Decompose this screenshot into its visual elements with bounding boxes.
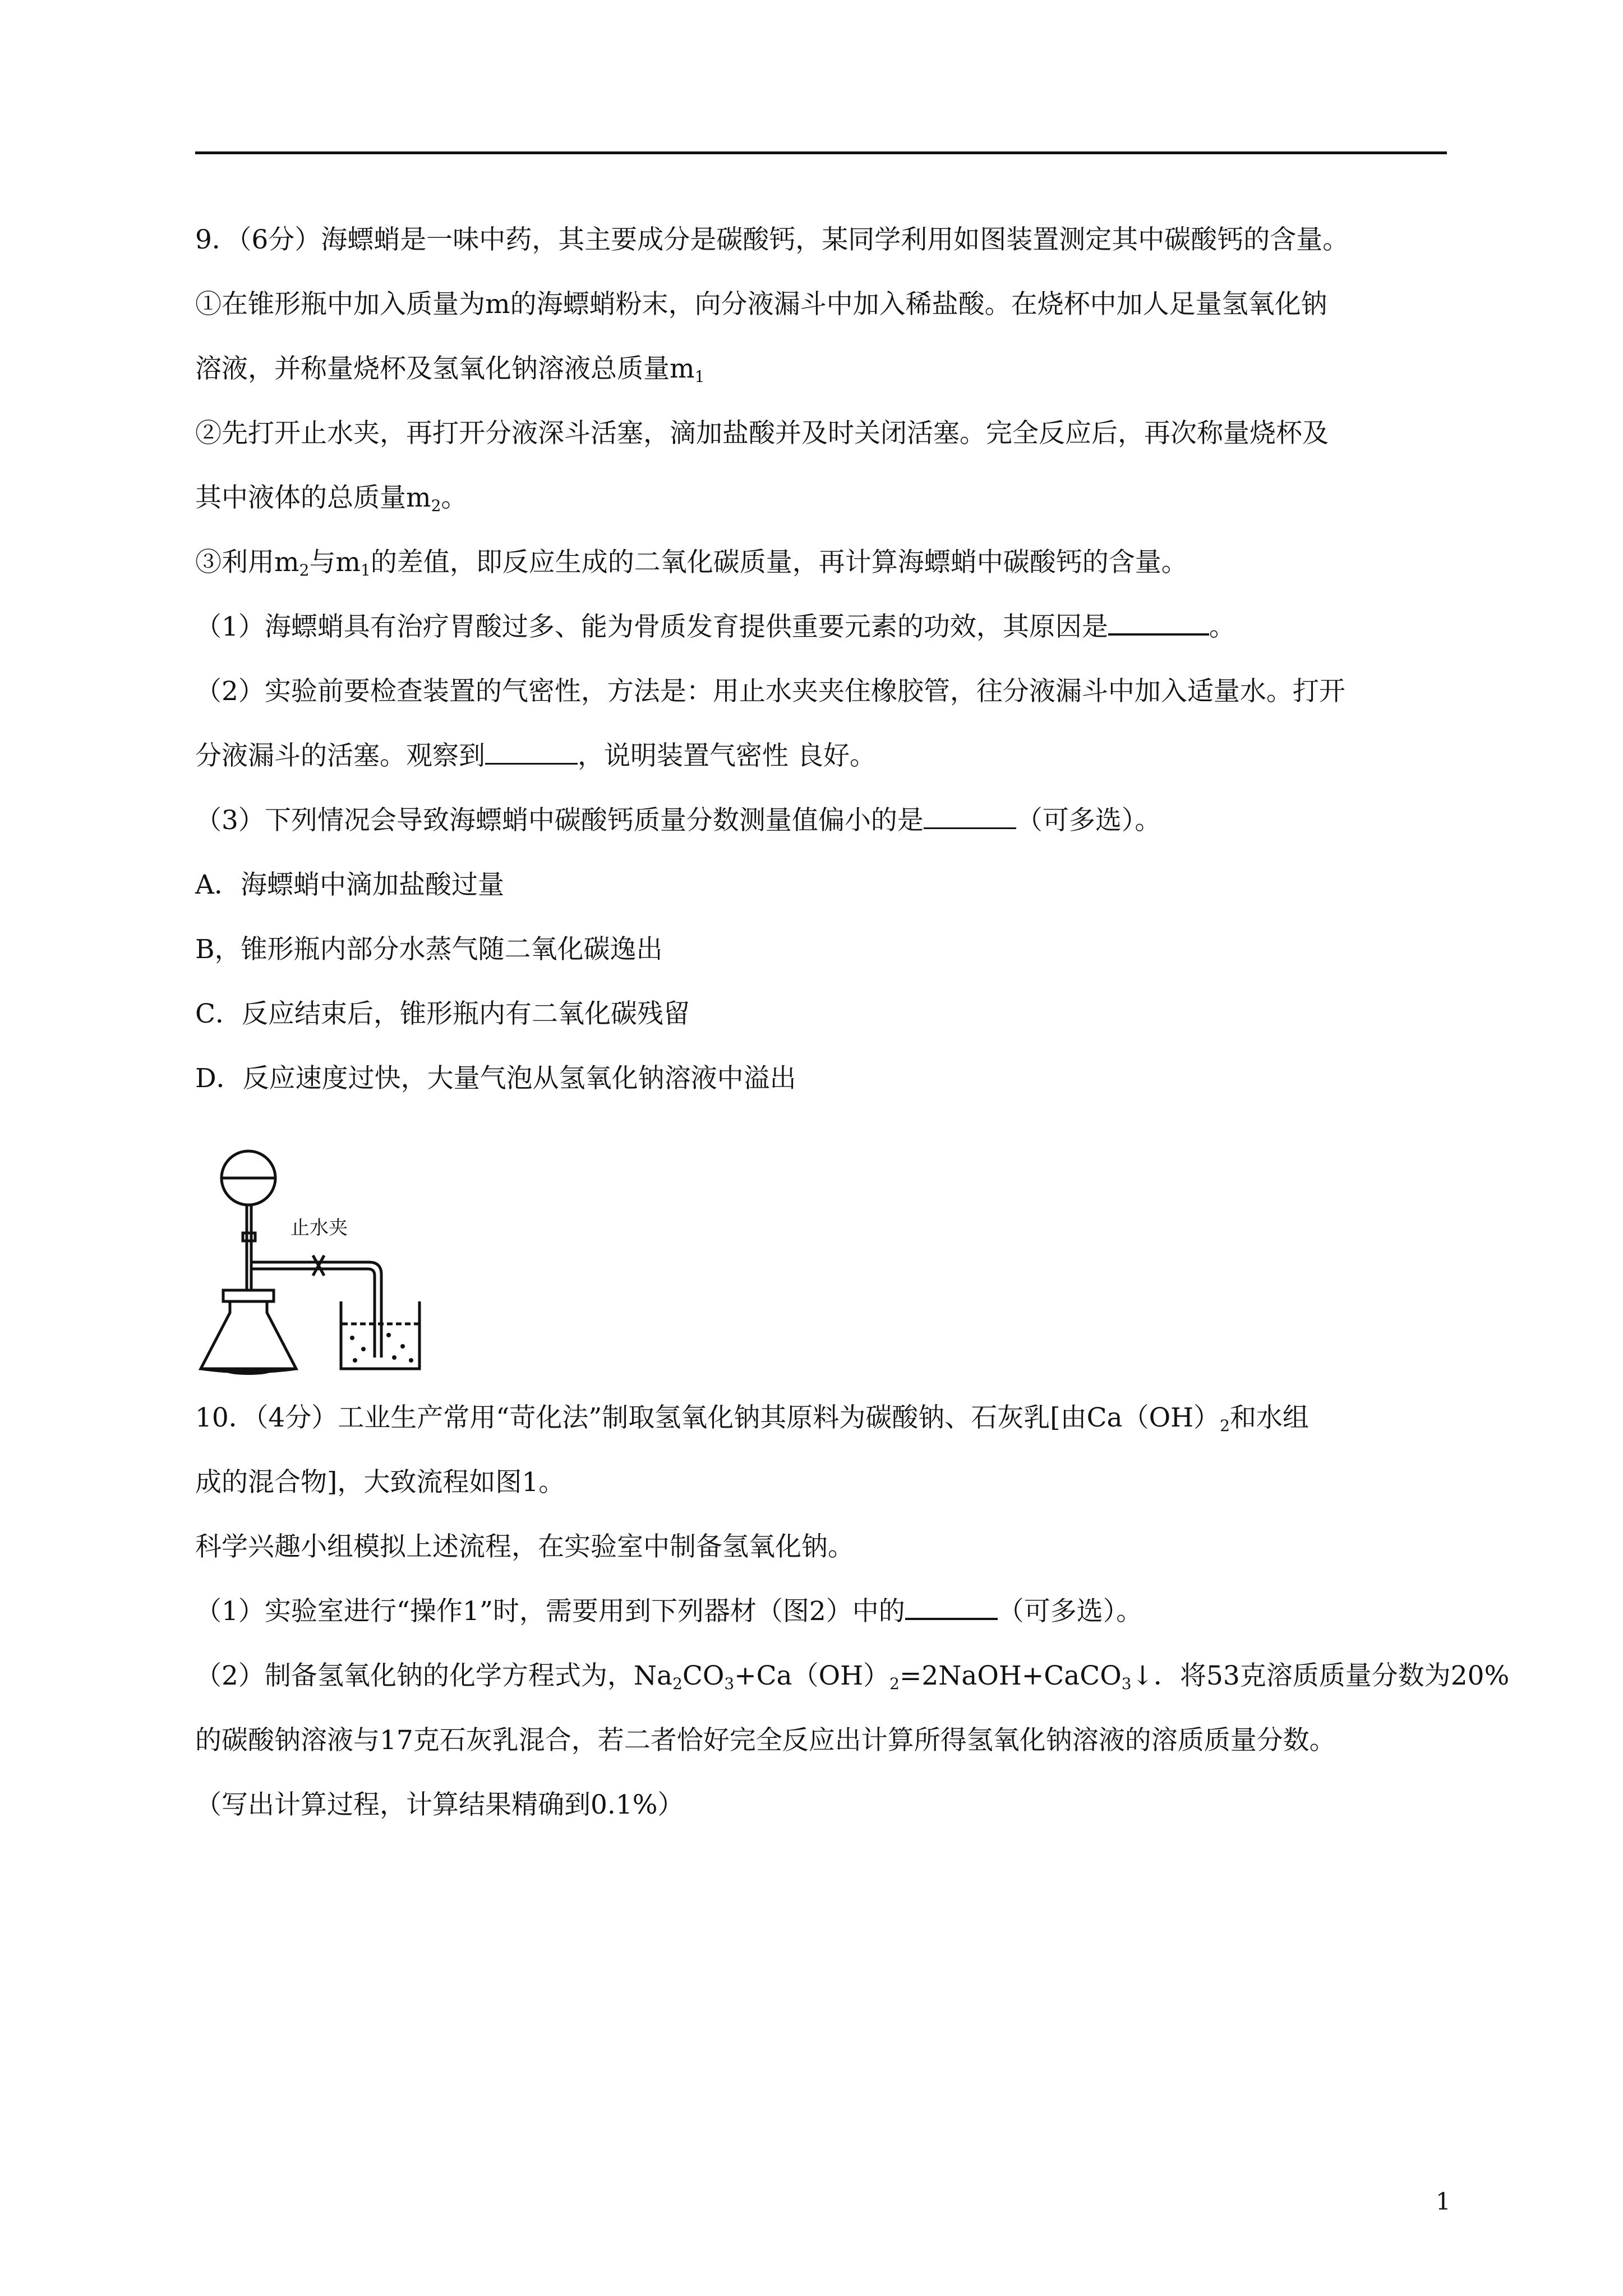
q9-sub1: （1）海螵蛸具有治疗胃酸过多、能为骨质发育提供重要元素的功效，其原因是 。 xyxy=(195,611,1235,642)
answer-blank[interactable] xyxy=(1108,633,1209,636)
q9-title: 9．（6分）海螵蛸是一味中药，其主要成分是碳酸钙，某同学利用如图装置测定其中碳酸钙的含量。 xyxy=(195,224,1349,255)
q10-sub2-line2: 的碳酸钠溶液与17克石灰乳混合，若二者恰好完全反应出计算所得氢氧化钠溶液的溶质质量分数。 xyxy=(195,1725,1336,1756)
q9-option-d: D．反应速度过快，大量气泡从氢氧化钠溶液中溢出 xyxy=(195,1063,796,1094)
q10-line3: 科学兴趣小组模拟上述流程，在实验室中制备氢氧化钠。 xyxy=(195,1531,854,1562)
q9-step3: ③利用$m_2$与$m_1$的差值，即反应生成的二氧化碳质量，再计算海螵蛸中碳酸钙的含量。 xyxy=(195,547,1188,579)
apparatus-figure xyxy=(195,1122,453,1380)
q9-sub2-line1: （2）实验前要检查装置的气密性，方法是：用止水夹夹住橡胶管，往分液漏斗中加入适量水。打开 xyxy=(195,676,1345,707)
q10-line2: 成的混合物]，大致流程如图1。 xyxy=(195,1467,565,1498)
q9-sub2-line2: 分液漏斗的活塞。观察到 ，说明装置气密性 良好。 xyxy=(195,740,876,771)
q10-sub2-line3: （写出计算过程，计算结果精确到0.1%） xyxy=(195,1789,684,1820)
q9-step1-line1: ①在锥形瓶中加入质量为m的海螵蛸粉末，向分液漏斗中加入稀盐酸。在烧杯中加人足量氢氧化钠 xyxy=(195,289,1327,320)
q9-option-b: B，锥形瓶内部分水蒸气随二氧化碳逸出 xyxy=(195,934,663,965)
q9-sub3: （3）下列情况会导致海螵蛸中碳酸钙质量分数测量值偏小的是 （可多选）。 xyxy=(195,805,1161,836)
answer-blank[interactable] xyxy=(924,827,1016,829)
q9-option-a: A．海螵蛸中滴加盐酸过量 xyxy=(195,869,504,900)
q9-step1-line2: 溶液，并称量烧杯及氢氧化钠溶液总质量$m_1$ xyxy=(195,353,705,386)
q10-sub2-line1: （2）制备氢氧化钠的化学方程式为，$Na_2CO_3+Ca(OH)_2=2NaOH+CaCO_3↓$．将53克溶质质量分数为20% xyxy=(195,1660,1510,1693)
page-number: 1 xyxy=(1436,2188,1451,2215)
figure-label: 止水夹 xyxy=(291,1217,348,1239)
q9-step2-line1: ②先打开止水夹，再打开分液深斗活塞，滴加盐酸并及时关闭活塞。完全反应后，再次称量烧杯及 xyxy=(195,418,1329,449)
answer-blank[interactable] xyxy=(485,763,578,765)
q10-title: 10．（4分）工业生产常用“苛化法”制取氢氧化钠其原料为碳酸钠、石灰乳[由$Ca(OH)_2$和水组 xyxy=(195,1402,1309,1435)
q10-sub1: （1）实验室进行“操作1”时，需要用到下列器材（图2）中的 （可多选）。 xyxy=(195,1596,1143,1627)
q9-option-c: C．反应结束后，锥形瓶内有二氧化碳残留 xyxy=(195,999,690,1029)
header-rule xyxy=(195,151,1447,154)
q9-step2-line2: 其中液体的总质量$m_2$。 xyxy=(195,482,468,515)
q10-content xyxy=(195,1386,1510,1837)
answer-blank[interactable] xyxy=(905,1618,998,1620)
content xyxy=(195,208,1447,1111)
